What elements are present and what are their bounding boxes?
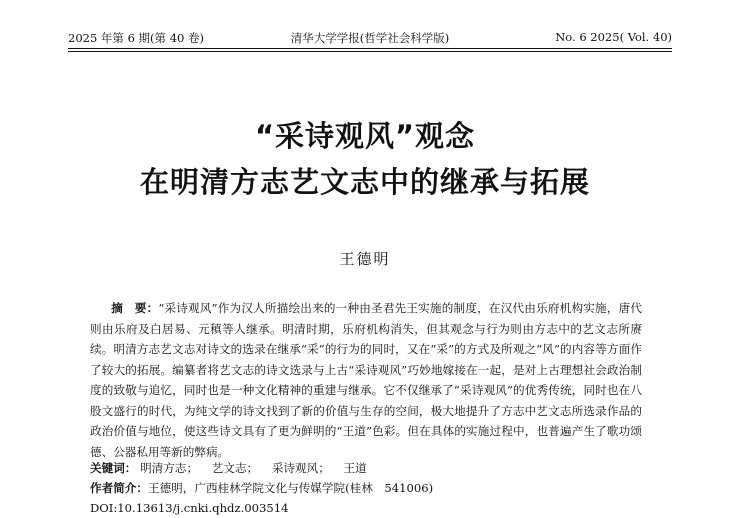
running-header <box>68 30 672 50</box>
journal-issue: 2025 年第 6 期(第 40 卷) <box>68 31 204 45</box>
issue-number-english: No. 6 2025( Vol. 40) <box>555 30 672 44</box>
keywords <box>90 458 650 478</box>
abstract-label: 摘 要： <box>111 301 159 315</box>
keyword-item: 明清方志； <box>140 461 199 475</box>
author-info-label: 作者简介： <box>90 481 148 495</box>
abstract-text: “采诗观风”作为汉人所描绘出来的一种由圣君先王实施的制度，在汉代由乐府机构实施，唐代则由乐府及白居易、元稹等人继承。明清时期，乐府机构消失，但其观念与行为则由方志中的艺文志所赓续。明清方志艺文志对诗文的选录在继承“采”的行为的同时，又在“采”的方式及所观之“风”的内容等方面作了较大的拓展。编纂者将艺文志的诗文选录与上古“采诗观风”巧妙地嫁接在一起，是对上古理想社会政治制度的致敬与追忆，同时也是一种文化精神的重建与继承。它不仅继承了“采诗观风”的优秀传统，同时也在八股文盛行的时代，为纯文学的诗文找到了新的价值与生存的空间，极大地提升了方志中艺文志所选录作品的政治价值与地位，使这些诗文具有了更为鲜明的“王道”色彩。但在具体的实施过程中，也普遍产生了歌功颂德、公器私用等新的弊病。 <box>90 301 642 459</box>
keyword-item: 采诗观风； <box>271 461 330 475</box>
keyword-item: 艺文志； <box>211 461 259 475</box>
title-line-1: “采诗观风”观念 <box>254 119 476 153</box>
title-line-2: 在明清方志艺文志中的继承与拓展 <box>139 165 590 199</box>
keywords-label: 关键词： <box>90 461 137 475</box>
journal-name: 清华大学学报(哲学社会科学版) <box>290 31 450 45</box>
header-rule-thin <box>68 51 672 52</box>
author-info-text: 王德明，广西桂林学院文化与传媒学院(桂林 541006) <box>147 481 434 495</box>
doi: DOI:10.13613/j.cnki.qhdz.003514 <box>90 501 289 515</box>
keyword-item: 王道 <box>343 461 367 475</box>
author-info <box>90 478 650 498</box>
author-name: 王德明 <box>339 250 391 268</box>
header-rule-thick <box>68 48 672 49</box>
abstract <box>90 298 642 462</box>
